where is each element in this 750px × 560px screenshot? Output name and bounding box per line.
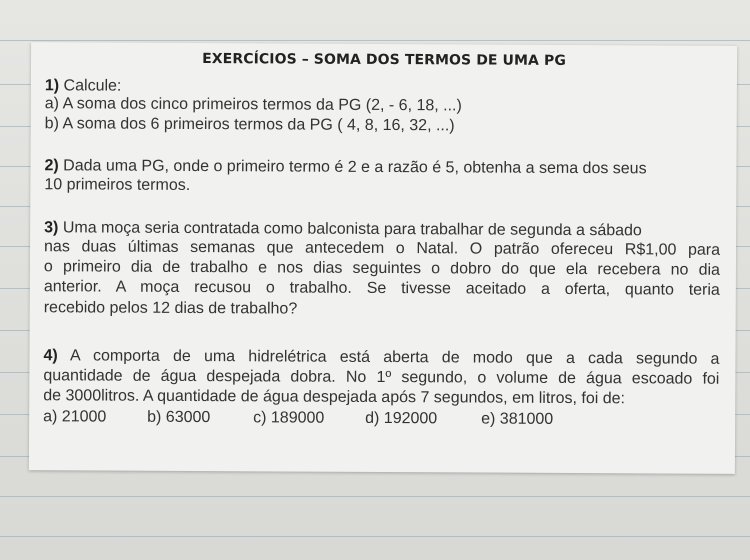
q3-line-2: nas duas últimas semanas que antecedem o Natal. O patrão ofereceu R$1,00 para bbox=[44, 238, 721, 259]
q1-item-b: b) A soma dos 6 primeiros termos da PG ( 4, 8, 16, 32, ...) bbox=[44, 115, 455, 135]
q3-line-3: o primeiro dia de trabalho e nos dias seguintes o dobro do que ela recebera no dia bbox=[43, 258, 720, 279]
q4-option-b: b) 63000 bbox=[147, 408, 211, 427]
q3-line-5: recebido pelos 12 dias de trabalho? bbox=[43, 299, 298, 318]
q4-option-d: d) 192000 bbox=[365, 409, 438, 428]
q4-number: 4) bbox=[43, 347, 58, 365]
q4-option-e: e) 381000 bbox=[481, 410, 554, 428]
ruled-line bbox=[0, 40, 750, 41]
q3-number: 3) bbox=[44, 219, 59, 237]
q4-text: A comporta de uma hidrelétrica está aberta de modo que a cada segundo a bbox=[70, 347, 720, 368]
q3-text: Uma moça seria contratada como balconista para trabalhar de segunda a sábado bbox=[62, 219, 642, 240]
sheet-title: EXERCÍCIOS – SOMA DOS TERMOS DE UMA PG bbox=[202, 51, 566, 69]
q4-line-3: de 3000litros. A quantidade de água despejada após 7 segundos, em litros, foi de: bbox=[43, 387, 626, 408]
q4-option-a: a) 21000 bbox=[43, 408, 107, 426]
exercise-sheet bbox=[29, 42, 737, 474]
q1-number: 1) bbox=[44, 77, 60, 95]
q4-options bbox=[43, 408, 603, 431]
q4-line-2: quantidade de água despejada dobra. No 1º segundo, o volume de água escoado foi bbox=[43, 367, 720, 388]
ruled-line bbox=[0, 496, 750, 497]
q2-line-2: 10 primeiros termos. bbox=[44, 176, 191, 194]
q3-line-4: anterior. A moça recusou o trabalho. Se tivesse aceitado a oferta, quanto teria bbox=[43, 278, 720, 299]
q2-text: Dada uma PG, onde o primeiro termo é 2 e a razão é 5, obtenha a sema dos seus bbox=[63, 157, 647, 178]
q1-prompt: Calcule: bbox=[63, 77, 122, 95]
q1-item-a: a) A soma dos cinco primeiros termos da PG (2, - 6, 18, ...) bbox=[44, 95, 462, 115]
q4-option-c: c) 189000 bbox=[253, 409, 325, 427]
ruled-line bbox=[0, 536, 750, 537]
q2-number: 2) bbox=[44, 157, 59, 175]
